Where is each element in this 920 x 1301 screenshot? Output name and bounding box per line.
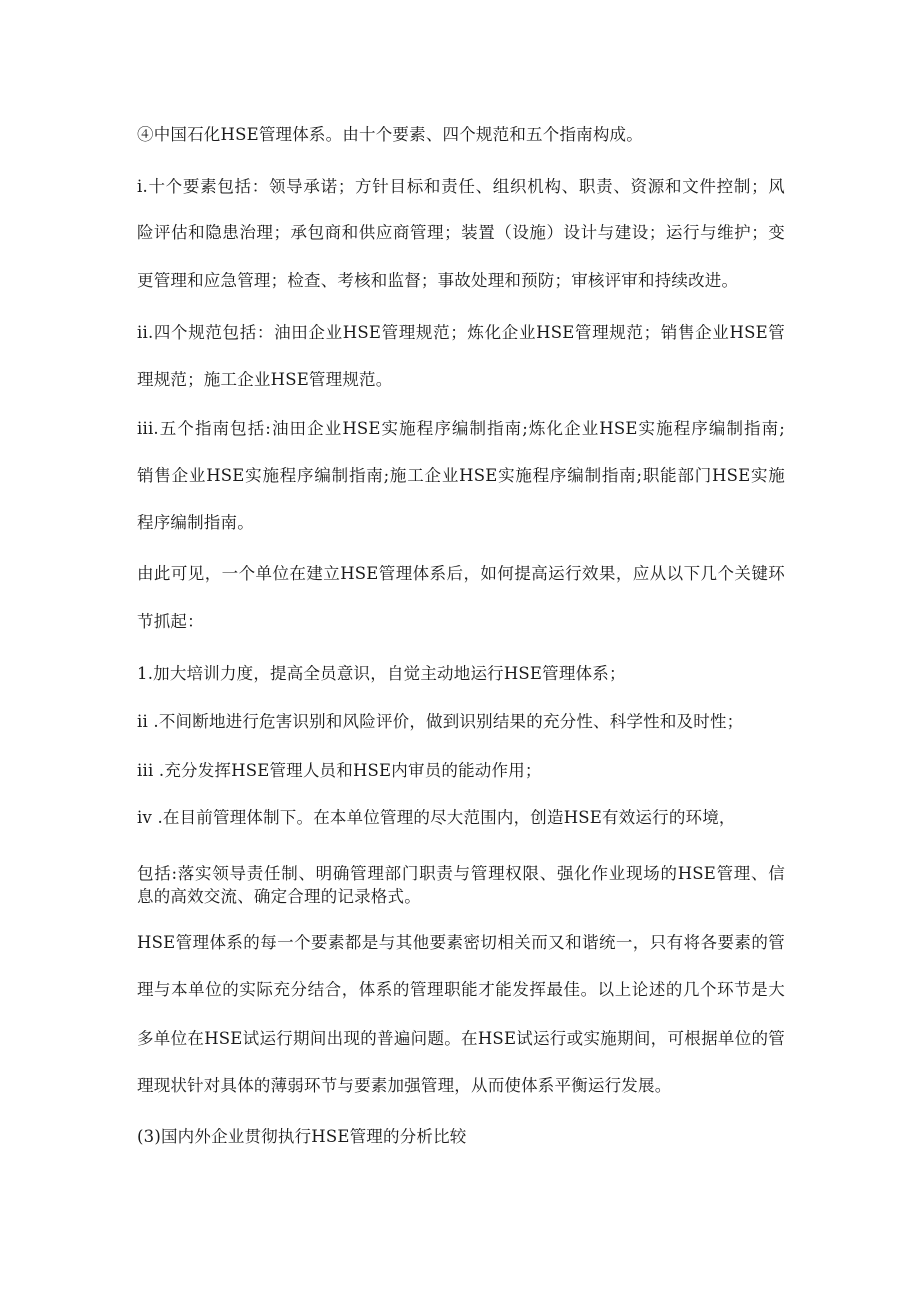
text-line-7: iii.五个指南包括:油田企业HSE实施程序编制指南;炼化企业HSE实施程序编制指南; (137, 419, 785, 438)
text-line-6: 理规范；施工企业HSE管理规范。 (137, 370, 393, 389)
text-line-17: 息的高效交流、确定合理的记录格式。 (137, 887, 421, 906)
text-line-3: 险评估和隐患治理；承包商和供应商管理；装置（设施）设计与建设；运行与维护；变 (137, 223, 785, 242)
text-line-8: 销售企业HSE实施程序编制指南;施工企业HSE实施程序编制指南;职能部门HSE实施 (137, 466, 785, 485)
section-heading: (3)国内外企业贯彻执行HSE管理的分析比较 (137, 1127, 467, 1146)
text-line-5: ii.四个规范包括：油田企业HSE管理规范；炼化企业HSE管理规范；销售企业HSE管 (137, 323, 785, 342)
text-line-4: 更管理和应急管理；检查、考核和监督；事故处理和预防；审核评审和持续改进。 (137, 271, 739, 290)
text-line-11: 节抓起： (137, 612, 204, 631)
text-line-2: i.十个要素包括：领导承诺；方针目标和责任、组织机构、职责、资源和文件控制；风 (137, 177, 785, 196)
text-line-18: HSE管理体系的每一个要素都是与其他要素密切相关而又和谐统一，只有将各要素的管 (137, 933, 785, 952)
text-line-14: iii .充分发挥HSE管理人员和HSE内审员的能动作用； (137, 761, 542, 780)
text-line-15: iv .在目前管理体制下。在本单位管理的尽大范围内，创造HSE有效运行的环境， (137, 808, 736, 827)
text-line-19: 理与本单位的实际充分结合，体系的管理职能才能发挥最佳。以上论述的几个环节是大 (137, 980, 785, 999)
text-line-1: ④中国石化HSE管理体系。由十个要素、四个规范和五个指南构成。 (137, 125, 643, 144)
text-line-16: 包括:落实领导责任制、明确管理部门职责与管理权限、强化作业现场的HSE管理、信 (137, 864, 785, 883)
text-line-21: 理现状针对具体的薄弱环节与要素加强管理，从而使体系平衡运行发展。 (137, 1076, 672, 1095)
text-line-9: 程序编制指南。 (137, 513, 254, 532)
text-line-13: ii .不间断地进行危害识别和风险评价，做到识别结果的充分性、科学性和及时性； (137, 712, 744, 731)
text-line-12: 1.加大培训力度，提高全员意识，自觉主动地运行HSE管理体系； (137, 664, 626, 683)
text-line-10: 由此可见，一个单位在建立HSE管理体系后，如何提高运行效果，应从以下几个关键环 (137, 564, 785, 583)
text-line-20: 多单位在HSE试运行期间出现的普遍问题。在HSE试运行或实施期间，可根据单位的管 (137, 1029, 785, 1048)
